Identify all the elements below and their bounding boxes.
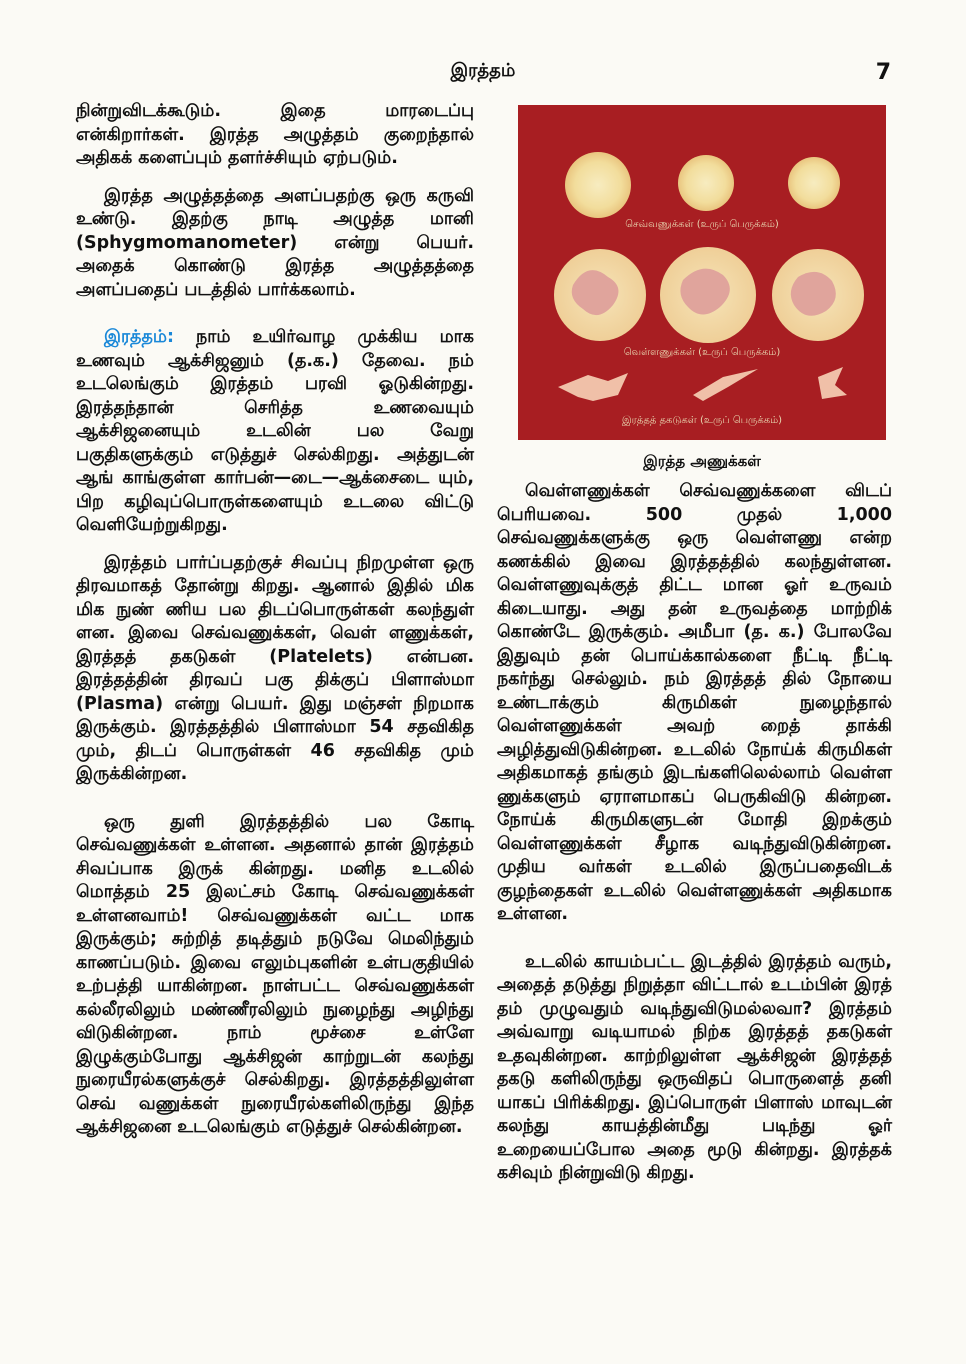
blood-cells-figure <box>518 105 886 440</box>
paragraph: வெள்ளணுக்கள் செவ்வணுக்களை விடப் பெரியவை. 500 முதல் 1,000 செவ்வணுக்களுக்கு ஒரு வெள்ளணு என்ற கணக்கில் இவை இரத்தத்தில் கலந்துள்ளன. வெள்ளணுவுக்குத் திட்ட மான ஓர் உருவம் கிடையாது. அது தன் உருவத்தை மாற்றிக் கொண்டே இருக்கும். அமீபா (த. க.) போலவே இதுவும் தன் பொய்க்கால்களை நீட்டி நீட்டி நகர்ந்து செல்லும். நம் இரத்தத் தில் நோயை உண்டாக்கும் கிருமிகள் நுழைந்தால் வெள்ளணுக்கள் அவற் றைத் தாக்கி அழித்துவிடுகின்றன. உடலில் நோய்க் கிருமிகள் அதிகமாகத் தங்கும் இடங்களிலெல்லாம் வெள்ள ணுக்களும் ஏராளமாகப் பெருகிவிடு கின்றன. நோய்க் கிருமிகளுடன் மோதி இறக்கும் வெள்ளணுக்கள் சீழாக வடிந்துவிடுகின்றன. முதிய வர்கள் உடலில் இருப்பதைவிடக் குழந்தைகள் உடலில் வெள்ளணுக்கள் அதிகமாக உள்ளன. <box>497 481 892 924</box>
red-cell <box>788 157 840 209</box>
paragraph: உடலில் காயம்பட்ட இடத்தில் இரத்தம் வரும், அதைத் தடுத்து நிறுத்தா விட்டால் உடம்பின் இரத் தம் முழுவதும் வடிந்துவிடுமல்லவா? இரத்தம் அவ்வாறு வடியாமல் நிற்க இரத்தத் தகடுகள் உதவுகின்றன. காற்றிலுள்ள ஆக்சிஜன் இரத்தத் தகடு களிலிருந்து ஒருவிதப் பொருளைத் தனி யாகப் பிரிக்கிறது. இப்பொருள் பிளாஸ் மாவுடன் கலந்து காயத்தின்மீது படிந்து ஓர் உறையைப்போல அதை மூடு கின்றது. இரத்தக் கசிவும் நின்றுவிடு கிறது. <box>497 951 892 1183</box>
paragraph: நின்றுவிடக்கூடும். இதை மாரடைப்பு என்கிறார்கள். இரத்த அழுத்தம் குறைந்தால் அதிகக் களைப்பும் தளர்ச்சியும் ஏற்படும். <box>76 101 474 168</box>
right-column <box>497 480 892 1200</box>
paragraph: ஒரு துளி இரத்தத்தில் பல கோடி செவ்வணுக்கள் உள்ளன. அதனால் தான் இரத்தம் சிவப்பாக இருக் கின்றது. மனித உடலில் மொத்தம் 25 இலட்சம் கோடி செவ்வணுக்கள் உள்ளனவாம்! செவ்வணுக்கள் வட்ட மாக இருக்கும்; சுற்றித் தடித்தும் நடுவே மெலிந்தும் காணப்படும். இவை எலும்புகளின் உள்பகுதியில் உற்பத்தி யாகின்றன. நாள்பட்ட செவ்வணுக்கள் கல்லீரலிலும் மண்ணீரலிலும் நுழைந்து அழிந்து விடுகின்றன. நாம் மூச்சை உள்ளே இழுக்கும்போது ஆக்சிஜன் காற்றுடன் கலந்து நுரையீரல்களுக்குச் செல்கிறது. இரத்தத்திலுள்ள செவ் வணுக்கள் நுரையீரல்களிலிருந்து இந்த ஆக்சிஜனை உடலெங்கும் எடுத்துச் செல்கின்றன. <box>76 811 474 1137</box>
red-cells-label: செவ்வணுக்கள் (உருப் பெருக்கம்) <box>625 219 779 230</box>
figure-caption: இரத்த அணுக்கள் <box>643 452 761 470</box>
paragraph-text: நாம் உயிர்வாழ முக்கிய மாக உணவும் ஆக்சிஜனும் (த.க.) தேவை. நம் உடலெங்கும் இரத்தம் பரவி ஓடுகின்றது. இரத்தந்தான் செரித்த உணவையும் ஆக்சிஜனையும் உடலின் பல வேறு பகுதிகளுக்கும் எடுத்துச் செல்கிறது. அத்துடன் ஆங் காங்குள்ள கார்பன்—டை—ஆக்சைடை யும், பிற கழிவுப்பொருள்களையும் உடலை விட்டு வெளியேற்றுகிறது. <box>76 327 474 535</box>
red-cell <box>565 152 631 218</box>
blood-cells-illustration <box>518 105 886 440</box>
paragraph: இரத்த அழுத்தத்தை அளப்பதற்கு ஒரு கருவி உண்டு. இதற்கு நாடி அழுத்த மானி (Sphygmomanometer) என்று பெயர். அதைக் கொண்டு இரத்த அழுத்தத்தை அளப்பதைப் படத்தில் பார்க்கலாம். <box>76 185 474 300</box>
paragraph-blood <box>76 326 474 538</box>
red-cell <box>678 155 734 211</box>
white-cells <box>554 247 864 343</box>
platelets-label: இரத்தத் தகடுகள் (உருப் பெருக்கம்) <box>621 415 783 426</box>
paragraph: இரத்தம் பார்ப்பதற்குச் சிவப்பு நிறமுள்ள ஒரு திரவமாகத் தோன்று கிறது. ஆனால் இதில் மிக மிக நுண் ணிய பல திடப்பொருள்கள் கலந்துள் ளன. இவை செவ்வணுக்கள், வெள் ளணுக்கள், இரத்தத் தகடுகள் (Platelets) என்பன. இரத்தத்தின் திரவப் பகு திக்குப் பிளாஸ்மா (Plasma) என்று பெயர். இது மஞ்சள் நிறமாக இருக்கும். இரத்தத்தில் பிளாஸ்மா 54 சதவிகித மும், திடப் பொருள்கள் 46 சதவிகித மும் இருக்கின்றன. <box>76 552 474 784</box>
white-cells-label: வெள்ளணுக்கள் (உருப் பெருக்கம்) <box>623 347 781 358</box>
page-title: இரத்தம் <box>450 60 516 81</box>
section-heading: இரத்தம்: <box>104 327 174 347</box>
page-number: 7 <box>875 60 891 85</box>
left-column <box>76 100 474 1154</box>
